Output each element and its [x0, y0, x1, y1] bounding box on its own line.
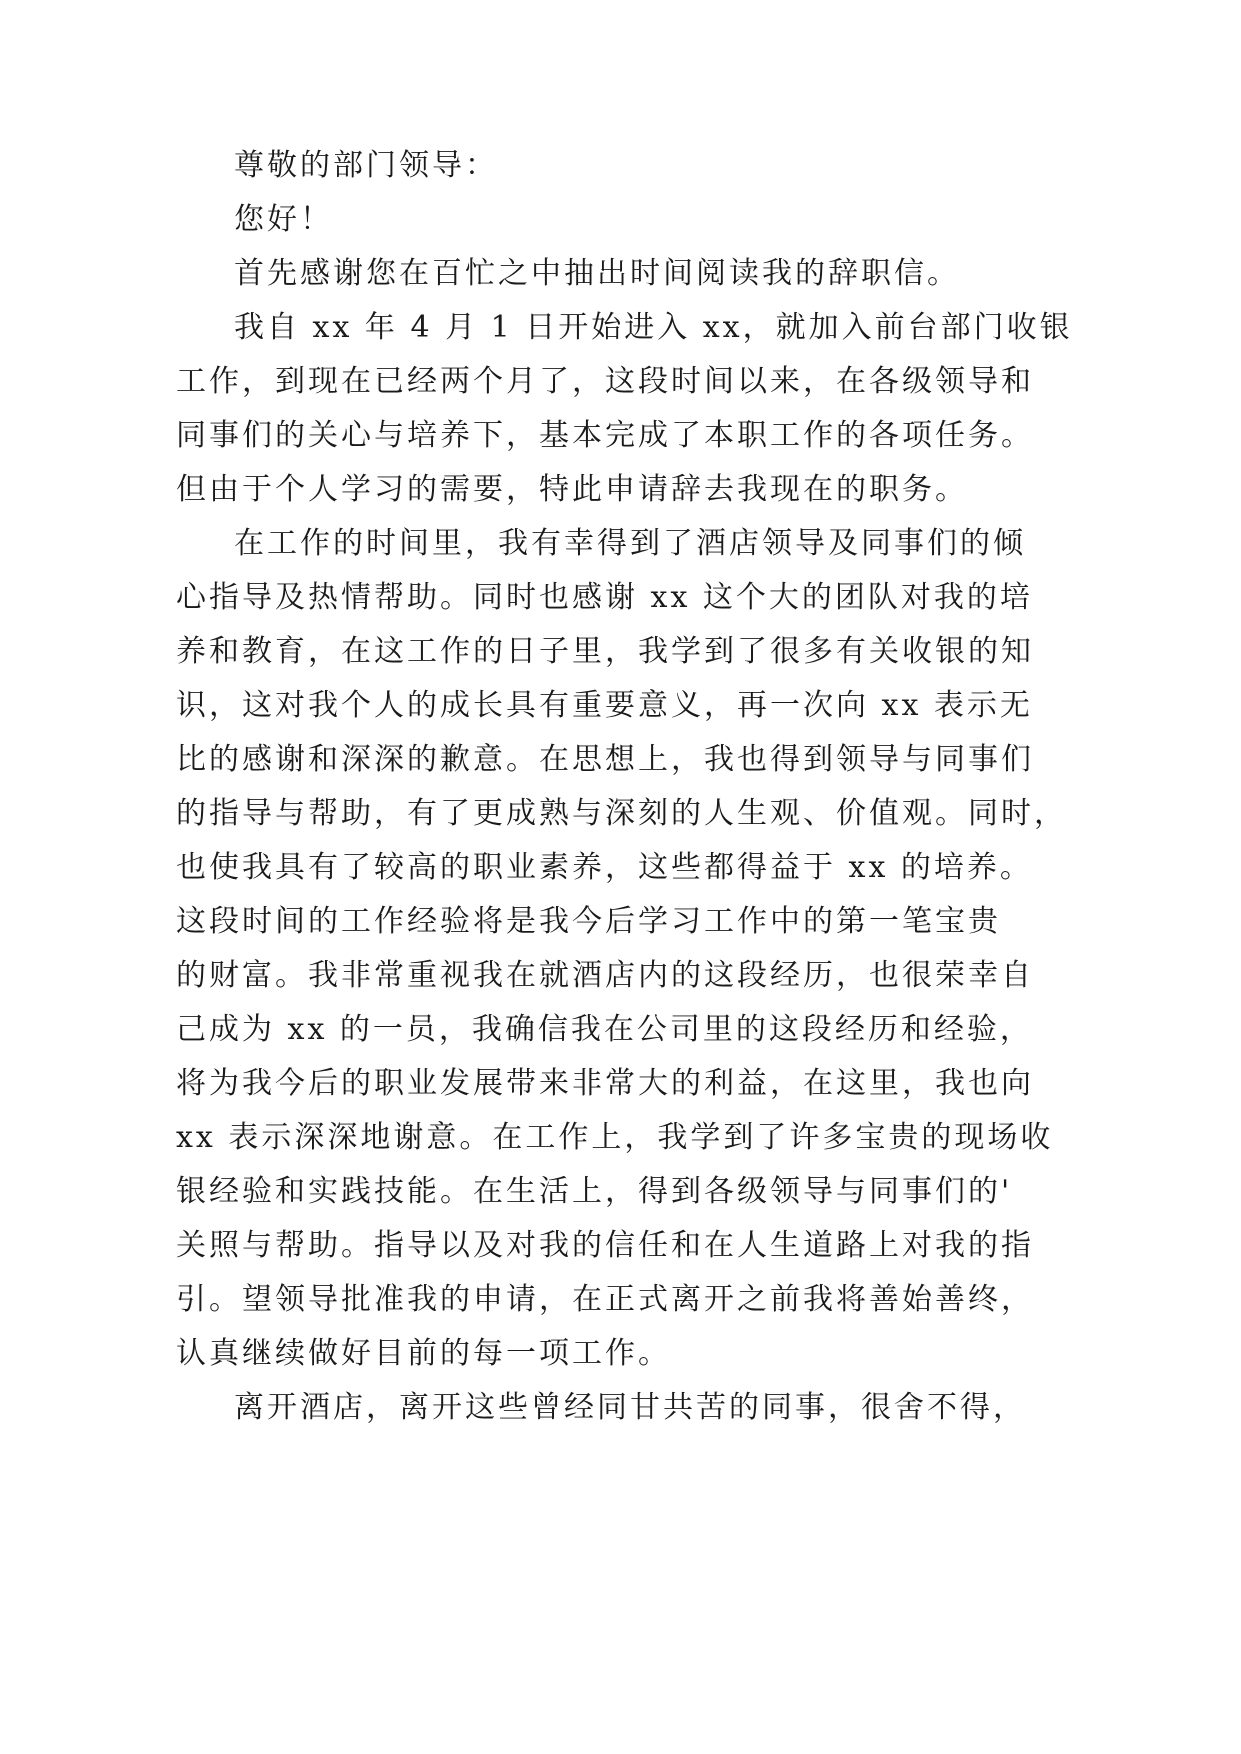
text-line: 关照与帮助。指导以及对我的信任和在人生道路上对我的指	[176, 1228, 1034, 1263]
text-line: 离开酒店，离开这些曾经同甘共苦的同事，很舍不得，	[234, 1390, 1026, 1425]
text-line: 在工作的时间里，我有幸得到了酒店领导及同事们的倾	[234, 526, 1026, 561]
salutation: 尊敬的部门领导：	[234, 148, 498, 183]
text-line: xx 表示深深地谢意。在工作上，我学到了许多宝贵的现场收	[176, 1120, 1054, 1155]
text-line: 引。望领导批准我的申请，在正式离开之前我将善始善终，	[176, 1282, 1034, 1317]
text-line: 的指导与帮助，有了更成熟与深刻的人生观、价值观。同时，	[176, 796, 1067, 831]
text-line: 同事们的关心与培养下，基本完成了本职工作的各项任务。	[176, 418, 1034, 453]
text-line: 识，这对我个人的成长具有重要意义，再一次向 xx 表示无	[176, 688, 1033, 723]
text-line: 将为我今后的职业发展带来非常大的利益，在这里，我也向	[176, 1066, 1034, 1101]
text-line: 认真继续做好目前的每一项工作。	[176, 1336, 671, 1371]
text-line: 工作，到现在已经两个月了，这段时间以来，在各级领导和	[176, 364, 1034, 399]
text-line: 比的感谢和深深的歉意。在思想上，我也得到领导与同事们	[176, 742, 1034, 777]
text-line: 的财富。我非常重视我在就酒店内的这段经历，也很荣幸自	[176, 958, 1034, 993]
text-line: 但由于个人学习的需要，特此申请辞去我现在的职务。	[176, 472, 968, 507]
text-line: 也使我具有了较高的职业素养，这些都得益于 xx 的培养。	[176, 850, 1033, 885]
text-line: 这段时间的工作经验将是我今后学习工作中的第一笔宝贵	[176, 904, 1001, 939]
text-line: 己成为 xx 的一员，我确信我在公司里的这段经历和经验，	[176, 1012, 1033, 1047]
greeting: 您好！	[234, 202, 333, 237]
text-line: 我自 xx 年 4 月 1 日开始进入 xx，就加入前台部门收银	[234, 310, 1073, 345]
text-line: 心指导及热情帮助。同时也感谢 xx 这个大的团队对我的培	[176, 580, 1033, 615]
text-line: 银经验和实践技能。在生活上，得到各级领导与同事们的'	[176, 1174, 1013, 1209]
text-line: 养和教育，在这工作的日子里，我学到了很多有关收银的知	[176, 634, 1034, 669]
text-line: 首先感谢您在百忙之中抽出时间阅读我的辞职信。	[234, 256, 960, 291]
